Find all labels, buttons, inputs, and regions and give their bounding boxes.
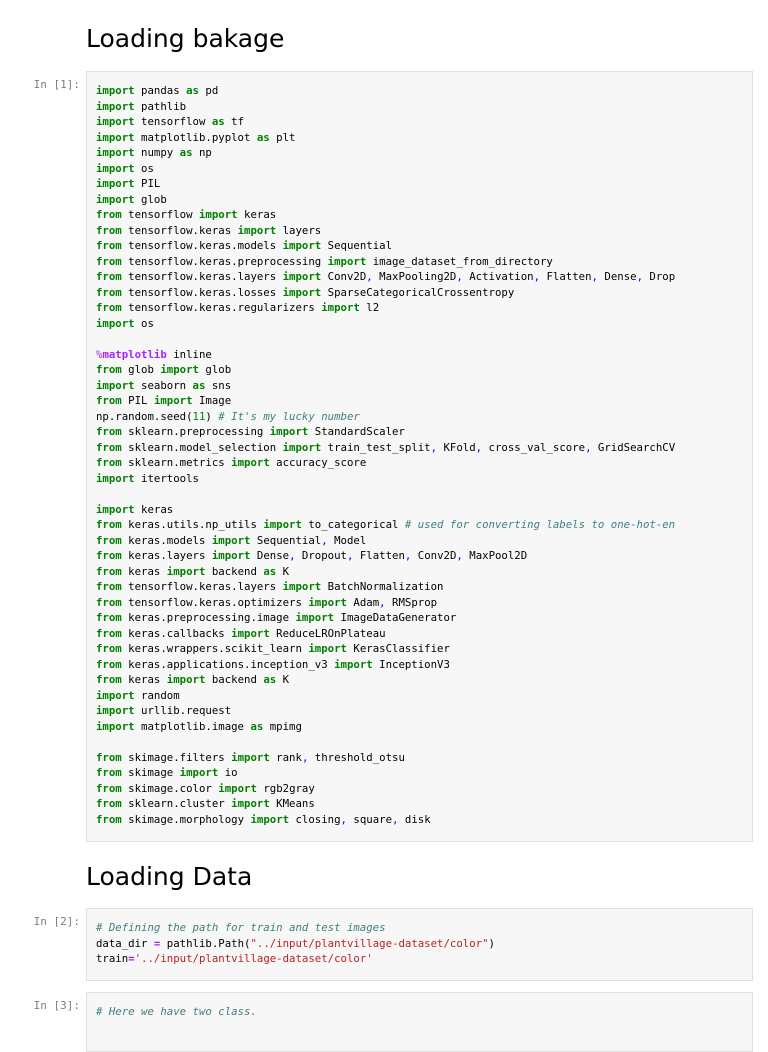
code-text: os (134, 316, 154, 330)
code-text: skimage.filters (121, 750, 232, 764)
code-text: ) (205, 409, 219, 423)
code-line (96, 223, 752, 239)
code-line (96, 378, 752, 394)
code-editor-3[interactable] (87, 993, 752, 1020)
code-line (96, 672, 752, 688)
code-text: KMeans (269, 797, 315, 810)
keyword-token: from (96, 440, 122, 454)
code-text: keras.callbacks (121, 626, 232, 640)
keyword-token: as (179, 146, 193, 159)
keyword-token: from (96, 223, 122, 237)
code-text: InceptionV3 (372, 657, 450, 671)
comma-token: , (379, 595, 386, 609)
string-token: "../input/plantvillage-dataset/color" (250, 936, 489, 950)
code-line (96, 579, 752, 595)
code-text: keras.wrappers.scikit_learn (121, 642, 309, 655)
code-text: tensorflow.keras.regularizers (121, 301, 322, 314)
code-text: accuracy_score (269, 456, 367, 469)
keyword-token: import (282, 239, 322, 252)
cell-prompt-1: In [1]: (33, 78, 80, 91)
keyword-token: from (96, 456, 122, 469)
code-line (96, 347, 752, 363)
code-text: ReduceLROnPlateau (269, 626, 386, 640)
code-text: ImageDataGenerator (334, 611, 457, 624)
code-text: pandas (134, 84, 187, 97)
comma-token: , (636, 270, 643, 283)
code-line (96, 502, 752, 518)
keyword-token: from (96, 394, 122, 407)
keyword-token: import (231, 456, 270, 469)
section-heading-loading-package: Loading bakage (86, 24, 285, 53)
keyword-token: import (282, 580, 322, 593)
code-text: Conv2D (321, 270, 367, 283)
code-line (96, 316, 752, 332)
keyword-token: from (96, 518, 122, 531)
code-line (96, 83, 752, 99)
keyword-token: from (96, 750, 122, 764)
code-text: Model (327, 533, 367, 547)
code-text: tensorflow (121, 208, 199, 221)
code-text: pathlib (134, 99, 187, 113)
code-line (96, 595, 752, 611)
comma-token: , (366, 270, 373, 283)
keyword-token: from (96, 254, 122, 268)
keyword-token: from (96, 812, 122, 826)
code-line (96, 734, 752, 750)
code-text: skimage (121, 766, 180, 779)
code-line (96, 176, 752, 192)
code-text: keras (121, 673, 167, 686)
code-text: Activation (462, 270, 534, 283)
code-text: keras (121, 564, 167, 578)
code-text: tensorflow.keras.layers (121, 580, 283, 593)
keyword-token: import (308, 595, 347, 609)
code-line (96, 424, 752, 440)
code-text: sns (205, 378, 232, 392)
code-text: PIL (134, 177, 161, 190)
code-text: K (276, 673, 290, 686)
keyword-token: import (96, 316, 135, 330)
keyword-token: import (96, 471, 135, 485)
code-text: np.random.seed( (96, 409, 193, 423)
code-line (96, 192, 752, 208)
comma-token: , (289, 549, 296, 562)
comma-token: , (404, 549, 412, 562)
keyword-token: from (96, 301, 122, 314)
code-text: ) (488, 936, 495, 950)
code-line (96, 626, 752, 642)
code-text: os (134, 161, 154, 175)
comma-token: , (456, 549, 463, 562)
code-text: plt (269, 130, 296, 144)
code-text: pd (198, 84, 219, 97)
keyword-token: from (96, 642, 122, 655)
code-text: matplotlib.pyplot (134, 130, 257, 144)
keyword-token: from (96, 611, 122, 624)
code-text: glob (134, 192, 167, 206)
keyword-token: from (96, 363, 122, 376)
code-line (96, 207, 752, 223)
code-line (96, 145, 752, 161)
magic-prefix-token: % (96, 347, 103, 361)
keyword-token: import (211, 549, 251, 562)
code-line (96, 719, 752, 735)
code-line (96, 517, 752, 533)
keyword-token: import (96, 192, 135, 206)
code-text: layers (276, 223, 322, 237)
keyword-token: import (308, 642, 347, 655)
code-line (96, 455, 752, 471)
code-text: urllib.request (134, 704, 232, 717)
keyword-token: from (96, 564, 122, 578)
code-text: tensorflow.keras.layers (121, 270, 283, 283)
code-text: tf (224, 115, 245, 128)
code-line (96, 238, 752, 254)
code-line (96, 486, 752, 502)
code-text: tensorflow (134, 115, 212, 128)
code-text: data_dir (96, 936, 154, 950)
keyword-token: import (153, 394, 193, 407)
string-token: '../input/plantvillage-dataset/color' (134, 952, 373, 965)
keyword-token: from (96, 781, 122, 795)
keyword-token: import (96, 84, 135, 97)
code-text: train_test_split (321, 440, 431, 454)
code-editor-1[interactable] (87, 72, 752, 827)
code-text: Flatten (540, 270, 592, 283)
code-line (96, 362, 752, 378)
code-text: pathlib.Path( (160, 936, 251, 950)
keyword-token: import (96, 115, 135, 128)
keyword-token: from (96, 580, 122, 593)
code-line (96, 920, 752, 936)
code-line (96, 471, 752, 487)
comma-token: , (456, 270, 463, 283)
code-text: tensorflow.keras.models (121, 239, 283, 252)
code-text: keras.layers (121, 549, 212, 562)
code-text: RMSprop (385, 595, 438, 609)
code-text: Adam (346, 595, 380, 609)
code-line (96, 331, 752, 347)
code-text: glob (198, 363, 232, 376)
code-text: sklearn.model_selection (121, 440, 283, 454)
code-text: closing (289, 812, 341, 826)
keyword-token: import (269, 425, 309, 438)
code-text: sklearn.metrics (121, 456, 232, 469)
keyword-token: as (263, 564, 277, 578)
code-text: keras.models (121, 533, 212, 547)
code-text: l2 (359, 301, 380, 314)
keyword-token: import (96, 704, 135, 717)
code-line (96, 300, 752, 316)
code-cell-3[interactable] (86, 992, 753, 1052)
code-text: itertools (134, 471, 199, 485)
keyword-token: import (282, 440, 322, 454)
code-text: Image (192, 394, 232, 407)
code-text: tensorflow.keras.optimizers (121, 595, 309, 609)
keyword-token: import (282, 285, 322, 299)
number-token: 11 (192, 409, 206, 423)
code-cell-2[interactable] (86, 908, 753, 981)
code-text: MaxPooling2D (372, 270, 457, 283)
keyword-token: from (96, 533, 122, 547)
code-text: sklearn.cluster (121, 797, 232, 810)
code-line (96, 409, 752, 425)
code-line (96, 781, 752, 797)
keyword-token: as (256, 130, 270, 144)
keyword-token: import (179, 766, 219, 779)
keyword-token: import (211, 533, 251, 547)
code-line (96, 657, 752, 673)
code-text: StandardScaler (308, 425, 405, 438)
code-text: PIL (121, 394, 154, 407)
code-line (96, 564, 752, 580)
cell-prompt-2: In [2]: (33, 915, 80, 928)
code-text: Dense (250, 549, 290, 562)
keyword-token: import (96, 146, 135, 159)
code-text: tensorflow.keras.preprocessing (121, 254, 328, 268)
code-line (96, 99, 752, 115)
comma-token: , (585, 440, 592, 454)
code-line (96, 641, 752, 657)
code-line (96, 548, 752, 564)
keyword-token: import (231, 797, 270, 810)
comma-token: , (301, 750, 309, 764)
code-text: keras (134, 502, 174, 516)
code-line (96, 688, 752, 704)
keyword-token: import (96, 719, 135, 733)
code-text: K (276, 564, 290, 578)
keyword-token: import (96, 688, 135, 702)
comma-token: , (591, 270, 598, 283)
code-line (96, 796, 752, 812)
code-text: backend (205, 564, 264, 578)
comment-token: # Here we have two class. (96, 1005, 257, 1018)
code-text: Dropout (295, 549, 347, 562)
keyword-token: import (96, 99, 135, 113)
keyword-token: from (96, 549, 122, 562)
keyword-token: from (96, 270, 122, 283)
code-line (96, 130, 752, 146)
keyword-token: import (198, 208, 238, 221)
keyword-token: from (96, 673, 122, 686)
keyword-token: as (192, 378, 206, 392)
keyword-token: import (96, 161, 135, 175)
code-line (96, 440, 752, 456)
code-line (96, 254, 752, 270)
code-line (96, 703, 752, 719)
code-line (96, 936, 752, 952)
keyword-token: from (96, 208, 122, 221)
keyword-token: from (96, 626, 122, 640)
code-line (96, 1004, 752, 1020)
code-text: SparseCategoricalCrossentropy (321, 285, 515, 299)
keyword-token: import (96, 130, 135, 144)
comment-token: # used for converting labels to one-hot-en (404, 518, 676, 531)
code-text: keras.preprocessing.image (121, 611, 296, 624)
code-text: Conv2D (411, 549, 457, 562)
code-text: skimage.morphology (121, 812, 251, 826)
code-text: MaxPool2D (462, 549, 528, 562)
keyword-token: import (160, 363, 199, 376)
code-text: disk (398, 812, 431, 826)
code-text: seaborn (134, 378, 193, 392)
code-text: keras.utils.np_utils (121, 518, 264, 531)
operator-token: = (128, 952, 135, 965)
comma-token: , (430, 440, 438, 454)
code-text: sklearn.preprocessing (121, 425, 270, 438)
code-line (96, 533, 752, 549)
keyword-token: from (96, 595, 122, 609)
keyword-token: import (96, 378, 135, 392)
comma-token: , (392, 812, 399, 826)
comment-token: # Defining the path for train and test images (96, 921, 386, 934)
code-text: KerasClassifier (346, 642, 450, 655)
keyword-token: import (96, 177, 135, 190)
code-editor-2[interactable] (87, 909, 752, 967)
code-text: np (192, 146, 212, 159)
code-text: KFold (437, 440, 476, 454)
keyword-token: import (218, 781, 257, 795)
operator-token: = (153, 936, 161, 950)
keyword-token: import (327, 254, 367, 268)
code-text: skimage.color (121, 781, 219, 795)
code-text: Sequential (250, 533, 322, 547)
code-line (96, 951, 752, 967)
section-heading-loading-data: Loading Data (86, 862, 253, 891)
keyword-token: from (96, 425, 122, 438)
code-text: Flatten (353, 549, 405, 562)
code-text: square (346, 812, 393, 826)
keyword-token: import (96, 502, 135, 516)
code-text: image_dataset_from_directory (366, 254, 553, 268)
code-text: keras.applications.inception_v3 (121, 657, 335, 671)
code-line (96, 269, 752, 285)
keyword-token: from (96, 239, 122, 252)
code-text: cross_val_score (482, 440, 586, 454)
code-text: train (96, 952, 129, 965)
keyword-token: import (166, 564, 206, 578)
keyword-token: as (211, 115, 225, 128)
keyword-token: import (334, 657, 373, 671)
code-text: Drop (643, 270, 676, 283)
code-text: keras (237, 208, 277, 221)
code-line (96, 812, 752, 828)
code-text: rank (269, 750, 302, 764)
keyword-token: import (263, 518, 302, 531)
code-text: to_categorical (301, 518, 405, 531)
code-text: backend (205, 673, 264, 686)
keyword-token: from (96, 657, 122, 671)
code-line (96, 114, 752, 130)
code-text: inline (166, 347, 212, 361)
cell-prompt-3: In [3]: (33, 999, 80, 1012)
keyword-token: import (231, 750, 270, 764)
code-text: threshold_otsu (308, 750, 405, 764)
keyword-token: import (250, 812, 290, 826)
code-text: numpy (134, 146, 180, 159)
code-text: io (218, 766, 238, 779)
code-text: random (134, 688, 180, 702)
keyword-token: import (282, 270, 322, 283)
keyword-token: import (231, 626, 270, 640)
comma-token: , (475, 440, 483, 454)
keyword-token: from (96, 797, 122, 810)
code-text: rgb2gray (256, 781, 315, 795)
code-text: BatchNormalization (321, 580, 444, 593)
code-cell-1[interactable] (86, 71, 753, 842)
keyword-token: import (237, 223, 277, 237)
code-text: glob (121, 363, 161, 376)
code-text: Dense (597, 270, 637, 283)
comment-token: # It's my lucky number (218, 409, 360, 423)
keyword-token: as (263, 673, 277, 686)
comma-token: , (346, 549, 354, 562)
code-line (96, 610, 752, 626)
code-line (96, 750, 752, 766)
code-text: Sequential (321, 239, 393, 252)
code-text: tensorflow.keras.losses (121, 285, 283, 299)
code-line (96, 285, 752, 301)
code-line (96, 765, 752, 781)
keyword-token: from (96, 766, 122, 779)
code-text: tensorflow.keras (121, 223, 238, 237)
code-text: mpimg (263, 719, 302, 733)
comma-token: , (340, 812, 347, 826)
keyword-token: import (166, 673, 206, 686)
keyword-token: import (321, 301, 360, 314)
magic-token: matplotlib (102, 347, 167, 361)
code-text: GridSearchCV (591, 440, 676, 454)
keyword-token: import (295, 611, 335, 624)
code-line (96, 393, 752, 409)
keyword-token: as (186, 84, 199, 97)
comma-token: , (321, 533, 328, 547)
keyword-token: as (250, 719, 264, 733)
code-text: matplotlib.image (134, 719, 251, 733)
code-line (96, 161, 752, 177)
keyword-token: from (96, 285, 122, 299)
comma-token: , (533, 270, 541, 283)
